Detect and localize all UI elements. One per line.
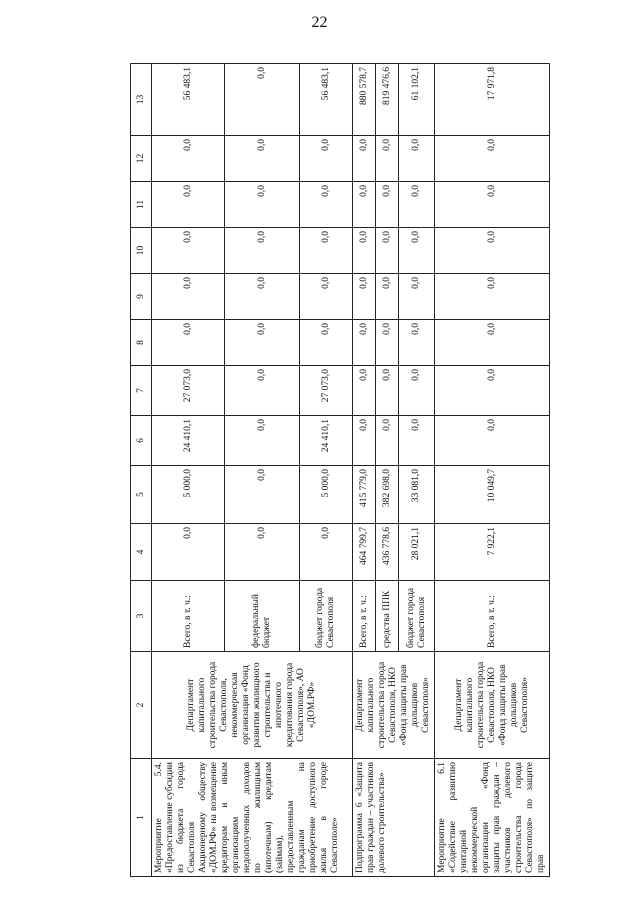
value-cell: 0,0	[399, 182, 435, 228]
table-row	[435, 64, 550, 877]
value-cell: 24 410,1	[152, 416, 225, 466]
value-cell: 0,0	[225, 274, 300, 320]
source-cell: Всего, в т. ч.:	[353, 581, 376, 652]
value-cell: 819 476,6	[376, 64, 399, 136]
table-row	[353, 64, 376, 877]
column-header: 6	[131, 416, 152, 466]
value-cell: 61 102,1	[399, 64, 435, 136]
executor-cell: Департамент капитального строительства города Севастополя, НКО «Фонд защиты прав дольщиков Севастополя»	[435, 652, 550, 759]
value-cell: 0,0	[353, 274, 376, 320]
value-cell: 27 073,0	[152, 366, 225, 416]
column-number-row	[131, 64, 152, 877]
value-cell: 0,0	[399, 366, 435, 416]
value-cell: 0,0	[435, 366, 550, 416]
value-cell: 464 799,7	[353, 524, 376, 581]
value-cell: 0,0	[376, 366, 399, 416]
value-cell: 0,0	[225, 320, 300, 366]
value-cell: 0,0	[300, 524, 353, 581]
column-header: 8	[131, 320, 152, 366]
value-cell: 0,0	[225, 228, 300, 274]
value-cell: 0,0	[300, 136, 353, 182]
value-cell: 0,0	[225, 366, 300, 416]
value-cell: 0,0	[353, 320, 376, 366]
activity-name-cell: Подпрограмма 6 «Защита прав граждан – участников долевого строительства»	[353, 759, 435, 877]
value-cell: 0,0	[376, 416, 399, 466]
value-cell: 0,0	[353, 416, 376, 466]
source-cell: бюджет города Севастополя	[399, 581, 435, 652]
source-cell: средства ППК	[376, 581, 399, 652]
value-cell: 33 081,0	[399, 466, 435, 524]
value-cell: 0,0	[399, 416, 435, 466]
column-header: 5	[131, 466, 152, 524]
value-cell: 5 000,0	[300, 466, 353, 524]
value-cell: 880 578,7	[353, 64, 376, 136]
value-cell: 17 971,8	[435, 64, 550, 136]
value-cell: 0,0	[399, 136, 435, 182]
value-cell: 7 922,1	[435, 524, 550, 581]
table-row	[152, 64, 225, 877]
value-cell: 0,0	[435, 182, 550, 228]
value-cell: 0,0	[376, 320, 399, 366]
value-cell: 0,0	[300, 182, 353, 228]
source-cell: бюджет города Севастополя	[300, 581, 353, 652]
value-cell: 0,0	[225, 182, 300, 228]
column-header: 9	[131, 274, 152, 320]
value-cell: 0,0	[399, 274, 435, 320]
value-cell: 382 698,0	[376, 466, 399, 524]
value-cell: 28 021,1	[399, 524, 435, 581]
source-cell: Всего, в т. ч.:	[435, 581, 550, 652]
column-header: 1	[131, 759, 152, 877]
value-cell: 24 410,1	[300, 416, 353, 466]
value-cell: 415 779,0	[353, 466, 376, 524]
value-cell: 0,0	[300, 274, 353, 320]
value-cell: 0,0	[225, 136, 300, 182]
value-cell: 436 778,6	[376, 524, 399, 581]
value-cell: 0,0	[152, 274, 225, 320]
value-cell: 0,0	[300, 228, 353, 274]
value-cell: 27 073,0	[300, 366, 353, 416]
executor-cell: Департамент капитального строительства города Севастополя, НКО «Фонд защиты прав дольщиков Севастополя»	[353, 652, 435, 759]
value-cell: 0,0	[152, 524, 225, 581]
value-cell: 5 000,0	[152, 466, 225, 524]
value-cell: 0,0	[152, 136, 225, 182]
column-header: 7	[131, 366, 152, 416]
value-cell: 56 483,1	[300, 64, 353, 136]
value-cell: 0,0	[376, 228, 399, 274]
financing-table	[130, 63, 550, 877]
value-cell: 0,0	[225, 416, 300, 466]
value-cell: 0,0	[353, 182, 376, 228]
source-cell: федеральный бюджет	[225, 581, 300, 652]
executor-cell: Департамент капитального строительства города Севастополя, некоммерческая организация «Фонд развития жилищного строительства и ипотечного кредитования города Севастополя», АО «ДОМ.РФ»	[152, 652, 353, 759]
column-header: 11	[131, 182, 152, 228]
page-number: 22	[311, 14, 328, 31]
value-cell: 0,0	[225, 64, 300, 136]
value-cell: 10 049,7	[435, 466, 550, 524]
value-cell: 0,0	[399, 320, 435, 366]
value-cell: 0,0	[225, 466, 300, 524]
column-header: 2	[131, 652, 152, 759]
value-cell: 0,0	[376, 136, 399, 182]
value-cell: 0,0	[353, 228, 376, 274]
column-header: 13	[131, 64, 152, 136]
value-cell: 0,0	[435, 228, 550, 274]
value-cell: 0,0	[152, 320, 225, 366]
value-cell: 0,0	[435, 320, 550, 366]
value-cell: 0,0	[435, 416, 550, 466]
value-cell: 0,0	[399, 228, 435, 274]
value-cell: 0,0	[152, 182, 225, 228]
value-cell: 56 483,1	[152, 64, 225, 136]
column-header: 4	[131, 524, 152, 581]
activity-name-cell: Мероприятие 6.1 «Содействие развитию унитарной некоммерческой организации «Фонд защиты прав граждан – участников долевого строительства города Севастополя» по защите прав	[435, 759, 550, 877]
value-cell: 0,0	[376, 274, 399, 320]
source-cell: Всего, в т. ч.:	[152, 581, 225, 652]
value-cell: 0,0	[300, 320, 353, 366]
value-cell: 0,0	[353, 136, 376, 182]
value-cell: 0,0	[435, 136, 550, 182]
column-header: 12	[131, 136, 152, 182]
column-header: 10	[131, 228, 152, 274]
value-cell: 0,0	[435, 274, 550, 320]
value-cell: 0,0	[376, 182, 399, 228]
value-cell: 0,0	[152, 228, 225, 274]
rotated-table-container	[130, 64, 546, 877]
column-header: 3	[131, 581, 152, 652]
activity-name-cell: Мероприятие 5.4. «Предоставление субсидии из бюджета города Севастополя Акционерному обществу «ДОМ.РФ» на возмещение кредиторам и иным организациям недополученных доходов по жилищным (ипотечным) кредитам (займам), предоставленным гражданам на приобретение доступного жилья в городе Севастополе»	[152, 759, 353, 877]
value-cell: 0,0	[353, 366, 376, 416]
value-cell: 0,0	[225, 524, 300, 581]
